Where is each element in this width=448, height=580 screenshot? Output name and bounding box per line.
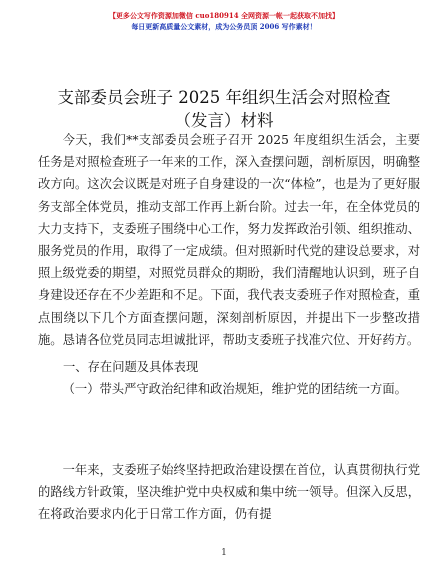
page-number: 1 bbox=[221, 548, 227, 558]
promo-banner-line-1: 【更多公文写作资源加微信 cuo180914 全网资源一帐一起获取不加找】 bbox=[108, 11, 340, 20]
document-title-line-1: 支部委员会班子 2025 年组织生活会对照检查 bbox=[57, 88, 391, 107]
document-title-line-2: （发言）材料 bbox=[174, 111, 274, 130]
sub-heading: （一）带头严守政治纪律和政治规矩，维护党的团结统一方面。 bbox=[62, 382, 407, 396]
section-heading: 一、存在问题及具体表现 bbox=[63, 360, 199, 374]
intro-paragraph: 今天，我们**支部委员会班子召开 2025 年度组织生活会，主要任务是对照检查班子一年来的工作，深入查摆问题，剖析原因，明确整改方向。这次会议既是对班子自身建设的一次“体检”，也是为了更好服务支部全体党员，推动支部工作再上新台阶。过去一年，在全体党员的大力支持下，支委班子围绕中心工作，努力发挥政治引领、组织推动、服务党员的作用，取得了一定成绩。但对照新时代党的建设总要求，对照上级党委的期望，对照党员群众的期盼，我们清醒地认识到，班子自身建设还存在不少差距和不足。下面，我代表支委班子作对照检查，重点围绕以下几个方面查摆问题，深刻剖析原因，并提出下一步整改措施。恳请各位党员同志坦诚批评，帮助支委班子找准穴位、开好药方。 bbox=[38, 133, 420, 347]
promo-banner-line-2: 每日更新高质量公文素材，成为公务员顶 2006 写作素材！ bbox=[131, 22, 317, 31]
body-paragraph: 一年来，支委班子始终坚持把政治建设摆在首位，认真贯彻执行党的路线方针政策，坚决维护党中央权威和集中统一领导。但深入反思，在将政治要求内化于日常工作方面，仍有提 bbox=[38, 463, 420, 522]
